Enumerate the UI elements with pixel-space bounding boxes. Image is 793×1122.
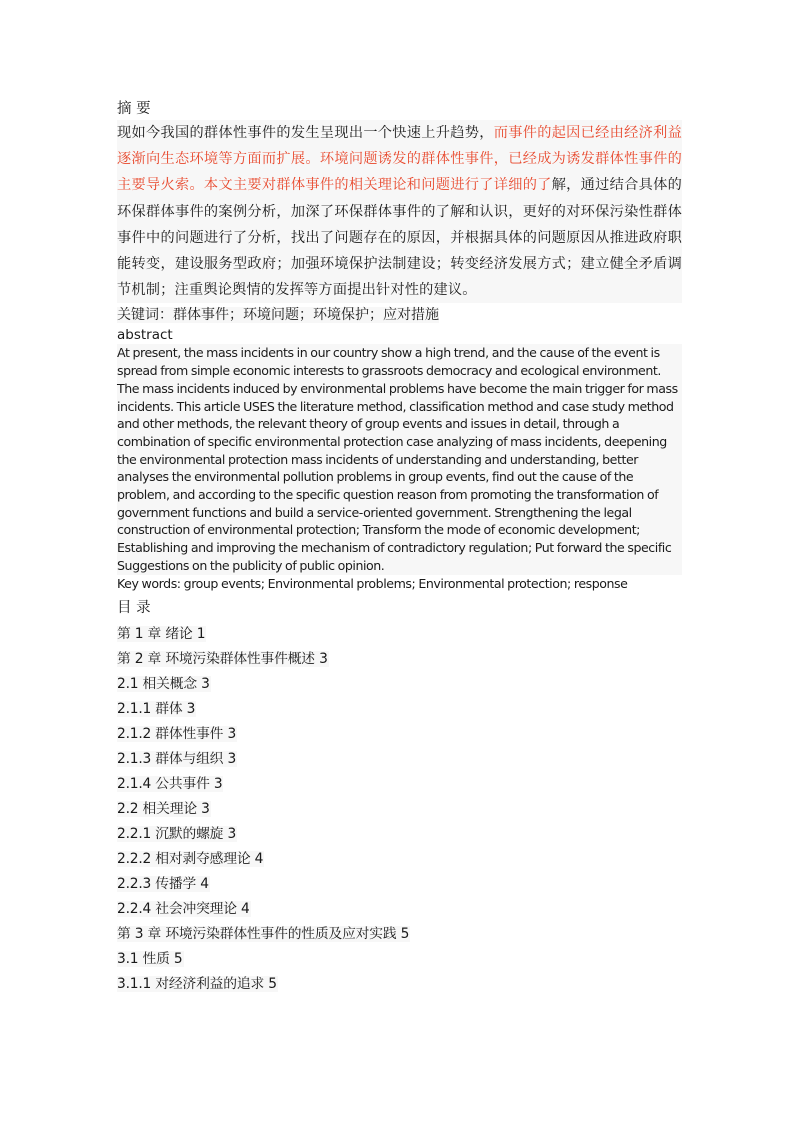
toc-item-label: 3.1 性质 5 bbox=[117, 951, 183, 968]
toc-item-label: 2.2.2 相对剥夺感理论 4 bbox=[117, 851, 264, 868]
toc-item[interactable] bbox=[117, 949, 682, 974]
toc-item[interactable] bbox=[117, 674, 682, 699]
toc-item-label: 2.2.3 传播学 4 bbox=[117, 876, 209, 893]
toc-item-label: 2.2.1 沉默的螺旋 3 bbox=[117, 826, 237, 843]
table-of-contents bbox=[117, 624, 682, 999]
keywords-en: Key words: group events; Environmental problems; Environmental protection; response bbox=[117, 575, 628, 591]
toc-item[interactable] bbox=[117, 649, 682, 674]
toc-item[interactable] bbox=[117, 749, 682, 774]
toc-item-label: 2.1.2 群体性事件 3 bbox=[117, 726, 237, 743]
abstract-zh-text-2: 解，通过结合具体的环保群体事件的案例分析，加深了环保群体事件的了解和认识，更好的对环保污染性群体事件中的问题进行了分析，找出了问题存在的原因，并根据具体的问题原因从推进政府职能转变，建设服务型政府；加强环境保护法制建设；转变经济发展方式；建立健全矛盾调节机制；注重舆论舆情的发挥等方面提出针对性的建议。 bbox=[117, 177, 682, 299]
toc-item[interactable] bbox=[117, 824, 682, 849]
toc-item-label: 2.1.3 群体与组织 3 bbox=[117, 751, 237, 768]
toc-item[interactable] bbox=[117, 624, 682, 649]
toc-item-label: 第 2 章 环境污染群体性事件概述 3 bbox=[117, 651, 328, 668]
keywords-zh-text: 关键词：群体事件；环境问题；环境保护；应对措施 bbox=[117, 307, 439, 324]
toc-item-label: 2.2.4 社会冲突理论 4 bbox=[117, 901, 250, 918]
abstract-zh-heading: 摘 要 bbox=[117, 101, 151, 117]
toc-item[interactable] bbox=[117, 924, 682, 949]
keywords-zh bbox=[117, 304, 682, 326]
toc-item-label: 2.2 相关理论 3 bbox=[117, 801, 210, 818]
abstract-en-body: At present, the mass incidents in our country show a high trend, and the cause of the event is spread from simple economic interests to grassroots democracy and ecological environment. The mass incidents induced by environmental problems have become the main trigger for mass incidents. This article USES the literature method, classification method and case study method and other methods, the relevant theory of group events and issues in detail, through a combination of specific environmental protection case analyzing of mass incidents, deepening the environmental protection mass incidents of understanding and understanding, better analyses the environmental pollution problems in group events, find out the cause of the problem, and according to the specific question reason from promoting the transformation of government functions and build a service-oriented government. Strengthening the legal construction of environmental protection; Transform the mode of economic development; Establishing and improving the mechanism of contradictory regulation; Put forward the specific Suggestions on the publicity of public opinion. bbox=[117, 344, 682, 574]
toc-item[interactable] bbox=[117, 724, 682, 749]
abstract-en-heading: abstract bbox=[117, 327, 173, 344]
toc-item[interactable] bbox=[117, 974, 682, 999]
toc-item[interactable] bbox=[117, 849, 682, 874]
toc-item-label: 2.1.1 群体 3 bbox=[117, 701, 196, 718]
toc-item-label: 2.1.4 公共事件 3 bbox=[117, 776, 223, 793]
toc-item[interactable] bbox=[117, 799, 682, 824]
toc-item-label: 3.1.1 对经济利益的追求 5 bbox=[117, 976, 277, 993]
toc-heading: 目 录 bbox=[117, 600, 151, 617]
abstract-zh-highlighted-text: 而事件的起因已经由经济利益逐渐向生态环境等方面而扩展。环境问题诱发的群体性事件，已经成为诱发群体性事件的主要导火索。本文主要对群体事件的相关理论和问题进行了详细的了 bbox=[117, 125, 682, 194]
toc-item[interactable] bbox=[117, 874, 682, 899]
toc-item-label: 第 3 章 环境污染群体性事件的性质及应对实践 5 bbox=[117, 926, 410, 943]
document-page bbox=[117, 98, 682, 999]
toc-item[interactable] bbox=[117, 699, 682, 724]
toc-item[interactable] bbox=[117, 899, 682, 924]
toc-item-label: 2.1 相关概念 3 bbox=[117, 676, 210, 693]
toc-item[interactable] bbox=[117, 774, 682, 799]
abstract-zh-body bbox=[117, 120, 682, 303]
abstract-zh-text-1: 现如今我国的群体性事件的发生呈现出一个快速上升趋势， bbox=[117, 125, 494, 141]
toc-item-label: 第 1 章 绪论 1 bbox=[117, 626, 206, 643]
